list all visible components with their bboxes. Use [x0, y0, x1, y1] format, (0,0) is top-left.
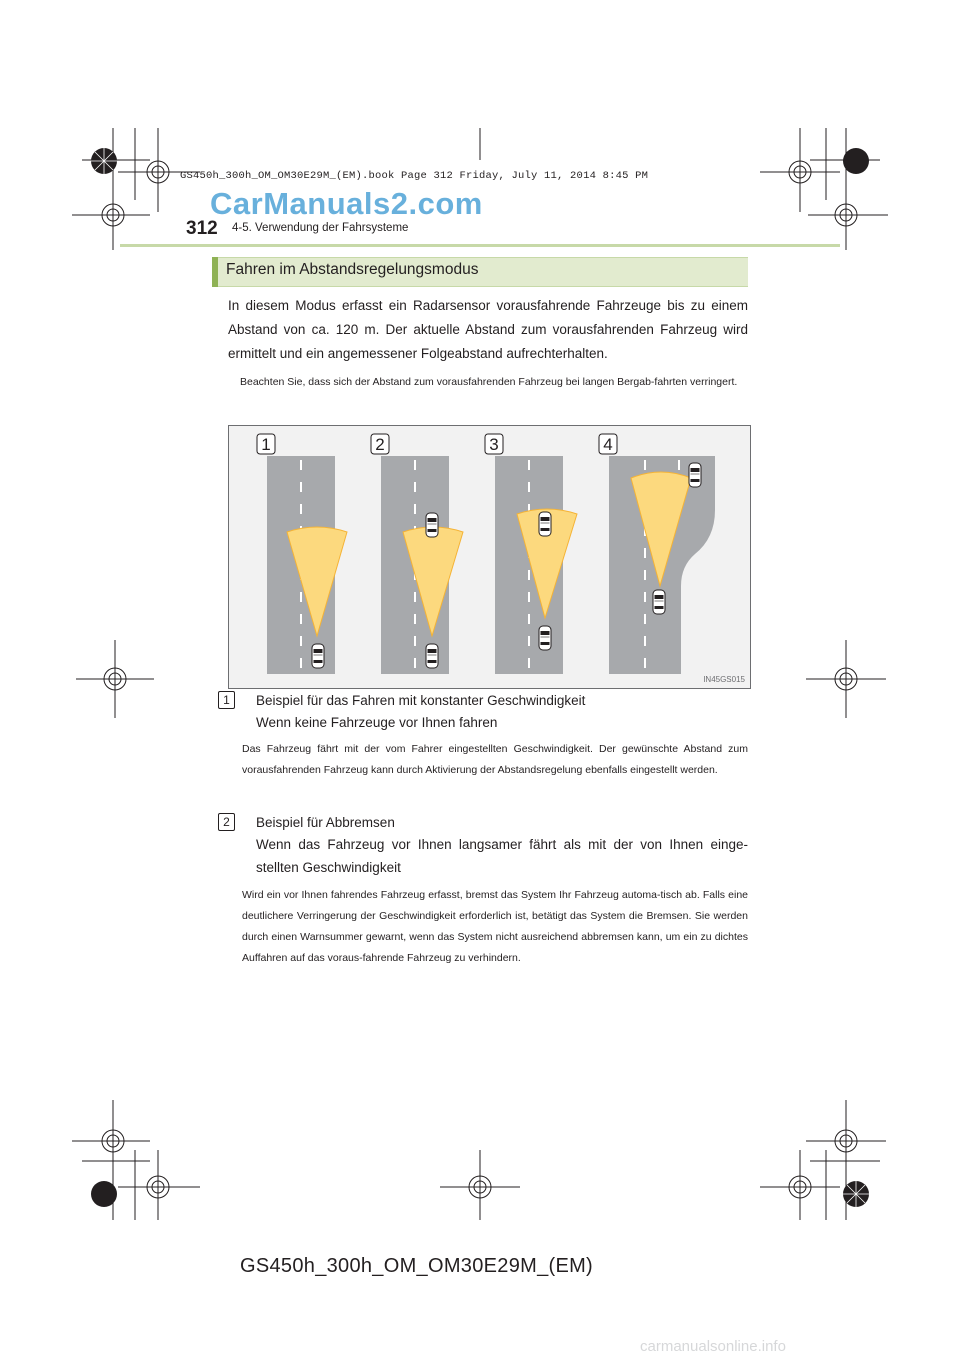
item-title-2: Beispiel für Abbremsen: [256, 815, 395, 830]
car-own-4: [653, 590, 665, 614]
item-title-1: Beispiel für das Fahren mit konstanter Geschwindigkeit: [256, 693, 586, 708]
car-own-3: [539, 626, 551, 650]
watermark-logo[interactable]: CarManuals2.com: [210, 186, 483, 221]
list-item-2: [218, 811, 748, 996]
car-ahead-2: [426, 513, 438, 537]
item-note-1: Das Fahrzeug fährt mit der vom Fahrer eingestellten Geschwindigkeit. Der gewünschte Abstand zum vorausfahrenden Fahrzeug kann durch Aktivierung der Abstandsregelung ebenfalls eingestellt werden.: [242, 743, 748, 776]
section-label: 4-5. Verwendung der Fahrsysteme: [232, 222, 409, 234]
item-subtitle-1: Wenn keine Fahrzeuge vor Ihnen fahren: [256, 715, 498, 730]
radar-illustration: [228, 425, 751, 689]
car-ahead-4: [689, 463, 701, 487]
heading-accent-bar: [212, 257, 218, 287]
item-badge-1: 1: [218, 691, 235, 709]
car-own-1: [312, 644, 324, 668]
figure-code: IN45GS015: [703, 675, 745, 684]
section-heading: Fahren im Abstandsregelungsmodus: [226, 261, 479, 278]
car-ahead-3: [539, 512, 551, 536]
list-item-1: [218, 689, 748, 804]
item-note-2: Wird ein vor Ihnen fahrendes Fahrzeug erfasst, bremst das System Ihr Fahrzeug automa-tisch ab. Falls eine deutlichere Verringerung der Geschwindigkeit erforderlich ist, betätigt das System die Bremsen. Sie werden durch einen Warnsummer gewarnt, wenn das System nicht ausreichend abbremsen kann, um ein zu dichtes Auffahren auf das voraus-fahrende Fahrzeug zu verhindern.: [242, 889, 748, 964]
page-number: 312: [186, 218, 218, 239]
figure-number-4: 4: [603, 435, 613, 454]
figure-number-3: 3: [489, 435, 499, 454]
figure-numbers: [257, 434, 617, 454]
car-own-2: [426, 644, 438, 668]
watermark-footer[interactable]: carmanualsonline.info: [640, 1338, 786, 1355]
item-subtitle-2: Wenn das Fahrzeug vor Ihnen langsamer fährt als mit der von Ihnen einge-stellten Geschwindigkeit: [256, 837, 748, 875]
radar-diagram: [229, 426, 750, 688]
figure-number-2: 2: [375, 435, 385, 454]
document-footer: GS450h_300h_OM_OM30E29M_(EM): [240, 1255, 594, 1277]
figure-number-1: 1: [261, 435, 271, 454]
print-info: GS450h_300h_OM_OM30E29M_(EM).book Page 312 Friday, July 11, 2014 8:45 PM: [180, 170, 649, 182]
intro-paragraph: In diesem Modus erfasst ein Radarsensor vorausfahrende Fahrzeuge bis zu einem Abstand von ca. 120 m. Der aktuelle Abstand zum vorausfahrenden Fahrzeug wird ermittelt und ein angemessener Folgeabstand aufrechterhalten.: [228, 298, 748, 361]
item-badge-2: 2: [218, 813, 235, 831]
note-paragraph: Beachten Sie, dass sich der Abstand zum vorausfahrenden Fahrzeug bei langen Bergab-fahrten verringert.: [240, 376, 738, 388]
header-rule: [120, 244, 840, 247]
